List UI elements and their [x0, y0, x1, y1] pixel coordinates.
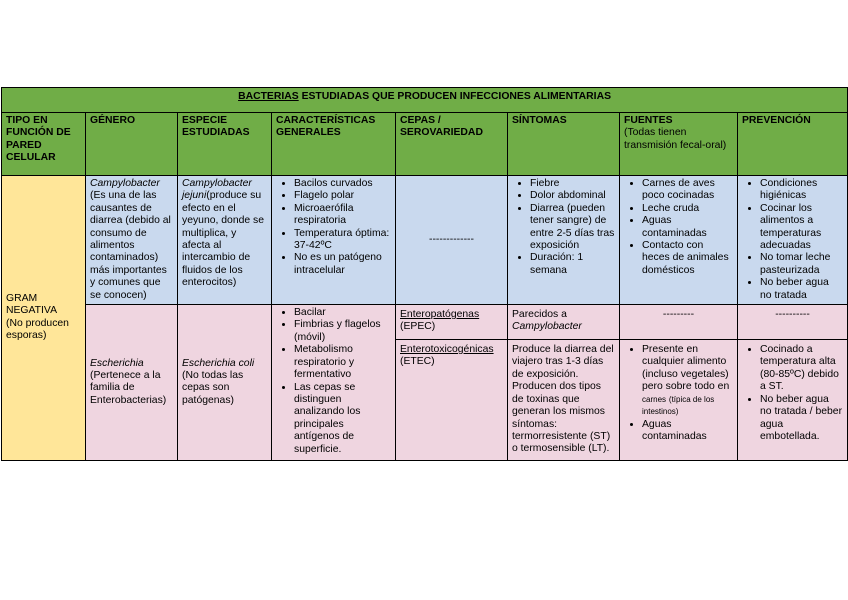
header-row — [2, 113, 848, 176]
fuentes-small: (típica de los intestinos) — [642, 394, 715, 417]
list-item: • Dolor abdominal — [530, 190, 615, 202]
sintomas-cell — [508, 305, 620, 461]
header-caracteristicas: CARACTERÍSTICAS GENERALES — [272, 113, 396, 176]
cepas-cell — [396, 176, 508, 305]
list-item: • No beber agua no tratada / beber agua embotellada. — [760, 394, 843, 444]
genero-desc: (Es una de las causantes de diarrea (debido al consumo de alimentos contaminados) más importantes y comunes que se conocen) — [90, 190, 171, 301]
header-prevencion: PREVENCIÓN — [738, 113, 848, 176]
list-item: • Contacto con heces de animales domésticos — [642, 240, 733, 277]
table-row-escherichia — [2, 305, 848, 461]
list-item: • Microaerófila respiratoria — [294, 203, 391, 228]
cepa-etec-abbr: (ETEC) — [400, 356, 435, 368]
header-fuentes-sub: (Todas tienen transmisión fecal-oral) — [624, 127, 727, 151]
list-item: • Metabolismo respiratorio y fermentativo — [294, 344, 391, 381]
tipo-note: (No producen esporas) — [6, 317, 69, 342]
header-especie: ESPECIE ESTUDIADAS — [178, 113, 272, 176]
title-rest: ESTUDIADAS QUE PRODUCEN INFECCIONES ALIMENTARIAS — [298, 91, 611, 102]
sintomas-cell — [508, 176, 620, 305]
list-item: • Carnes de aves poco cocinadas — [642, 178, 733, 203]
list-item: • Cocinar los alimentos a temperaturas adecuadas — [760, 203, 843, 253]
genero-cell — [86, 176, 178, 305]
list-item: • Flagelo polar — [294, 190, 391, 202]
prevencion-epec: ---------- — [738, 305, 847, 340]
list-item: • Cocinado a temperatura alta (80-85ºC) debido a ST. — [760, 344, 843, 394]
list-item: • No beber agua no tratada — [760, 277, 843, 302]
header-fuentes — [620, 113, 738, 176]
fuentes-text: Presente en cualquier alimento (incluso vegetales) pero sobre todo en — [642, 344, 730, 393]
list-item: • Duración: 1 semana — [530, 252, 615, 277]
genero-desc: (Pertenece a la familia de Enterobacterias) — [90, 369, 167, 406]
list-item: • Leche cruda — [642, 203, 733, 215]
list-item: • Aguas contaminadas — [642, 215, 733, 240]
list-item: • Bacilos curvados — [294, 178, 391, 190]
sintomas-epec-text: Parecidos a — [512, 309, 567, 321]
caracteristicas-cell — [272, 176, 396, 305]
title-underlined: BACTERIAS — [238, 91, 299, 102]
list-item: • Bacilar — [294, 307, 391, 319]
sintomas-epec-italic: Campylobacter — [512, 321, 582, 333]
list-item: • No tomar leche pasteurizada — [760, 252, 843, 277]
list-item: • Diarrea (pueden tener sangre) de entre 2-5 días tras exposición — [530, 203, 615, 253]
especie-desc: (No todas las cepas son patógenas) — [182, 369, 244, 406]
fuentes-etec — [620, 340, 737, 447]
list-item: • Condiciones higiénicas — [760, 178, 843, 203]
tipo-cell — [2, 176, 86, 461]
cepa-epec-name: Enteropatógenas — [400, 309, 480, 321]
cepa-epec-abbr: (EPEC) — [400, 321, 436, 333]
cepas-empty: ------------- — [429, 233, 474, 245]
cepa-epec — [396, 305, 507, 340]
genero-cell — [86, 305, 178, 461]
prevencion-cell — [738, 176, 848, 305]
list-item: • Temperatura óptima: 37-42ºC — [294, 228, 391, 253]
header-sintomas: SÍNTOMAS — [508, 113, 620, 176]
header-tipo: TIPO EN FUNCIÓN DE PARED CELULAR — [2, 113, 86, 176]
cepas-cell — [396, 305, 508, 461]
especie-name: Campylobacter jejuni — [182, 178, 252, 202]
sintomas-etec: Produce la diarrea del viajero tras 1-3 días de exposición. Producen dos tipos de toxinas que generan los mismos síntomas: termorresistente (ST) o termosensible (LT). — [512, 344, 614, 455]
especie-desc: (produce su efecto en el yeyuno, donde se multiplica, y afecta al intercambio de fluidos de los enterocitos) — [182, 190, 265, 289]
header-cepas: CEPAS / SEROVARIEDAD — [396, 113, 508, 176]
cepa-etec — [396, 340, 507, 373]
tipo-name: GRAM NEGATIVA — [6, 293, 57, 317]
prevencion-etec — [738, 340, 847, 447]
list-item: • Las cepas se distinguen analizando los principales antígenos de superficie. — [294, 382, 391, 456]
fuentes-epec: --------- — [620, 305, 737, 340]
genero-name: Campylobacter — [90, 178, 160, 189]
fuentes-cell — [620, 176, 738, 305]
genero-name: Escherichia — [90, 357, 144, 369]
table-title — [2, 88, 848, 113]
prevencion-cell — [738, 305, 848, 461]
fuentes-carnes: carnes — [642, 394, 667, 404]
especie-cell — [178, 305, 272, 461]
fuentes-cell — [620, 305, 738, 461]
cepa-etec-name: Enterotoxicogénicas — [400, 344, 494, 356]
header-genero: GÉNERO — [86, 113, 178, 176]
bacteria-table — [1, 87, 848, 461]
list-item: • Fimbrias y flagelos (móvil) — [294, 319, 391, 344]
header-fuentes-title: FUENTES — [624, 115, 673, 126]
list-item: • No es un patógeno intracelular — [294, 252, 391, 277]
list-item: • Fiebre — [530, 178, 615, 190]
caracteristicas-cell — [272, 305, 396, 461]
table-row-campylobacter — [2, 176, 848, 305]
especie-cell — [178, 176, 272, 305]
list-item — [642, 344, 733, 418]
list-item: • Aguas contaminadas — [642, 419, 733, 444]
especie-name: Escherichia coli — [182, 357, 255, 369]
sintomas-epec — [508, 305, 619, 340]
